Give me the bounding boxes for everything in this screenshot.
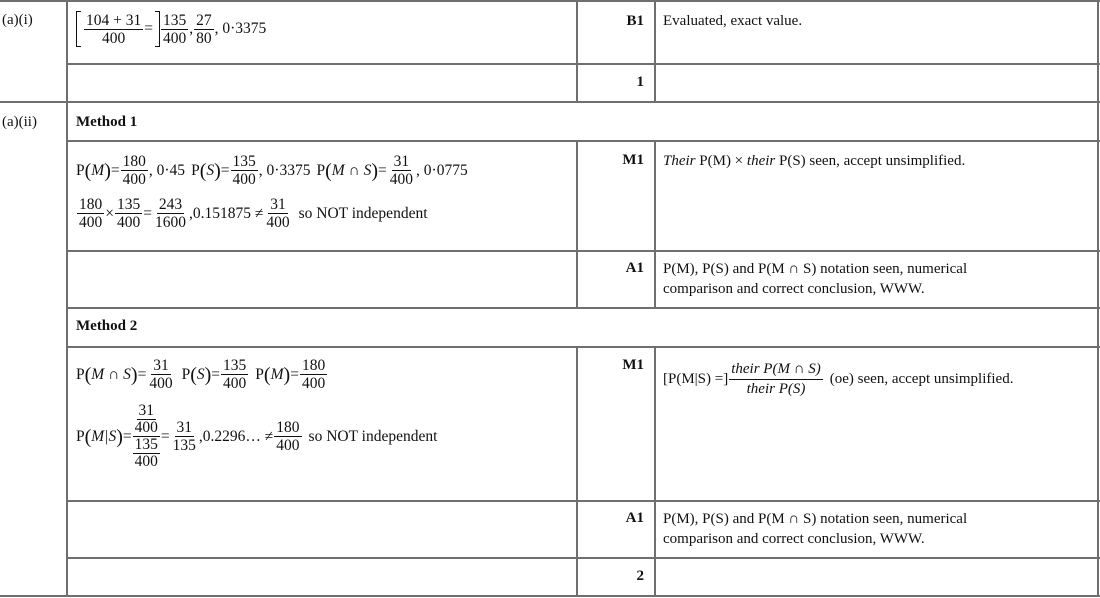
mark-m1: M1 <box>622 152 644 168</box>
fraction: $\frac{135}{400}$ <box>163 11 187 47</box>
method-1-line-2: $\frac{180}{400}$ × $\frac{135}{400}$ = $\frac{243}{1600}$ ,0.151875 ≠ $\frac{31}{400}$ so NOT independent <box>79 196 428 231</box>
total-marks-a-i: 1 <box>636 74 644 90</box>
fraction: $\frac{27}{80}$ <box>196 11 212 47</box>
fraction: $\frac{31}{400}$ <box>389 153 414 188</box>
rule <box>0 101 1100 103</box>
rule <box>654 346 656 597</box>
method-2-heading: Method 2 <box>76 318 138 334</box>
guidance-method-1-m1: Their P(M) × their P(S) seen, accept unsimplified. <box>663 153 966 169</box>
method-1-heading: Method 1 <box>76 114 138 130</box>
fraction: $\frac{31}{400}$ <box>149 357 173 392</box>
close-bracket <box>155 11 160 47</box>
rule <box>654 0 656 103</box>
method-1-line-1: P ( M ) = $\frac{180}{400}$ , 0·45 P ( S ) = $\frac{135}{400}$ , 0·3375 P ( M ∩ S ) = $\frac{31}{400}$ , 0·0775 <box>76 153 468 188</box>
rule <box>67 140 1100 142</box>
fraction: $\frac{180}{400}$ <box>79 196 103 231</box>
open-bracket <box>76 11 81 47</box>
fraction: $\frac{180}{400}$ <box>122 153 146 188</box>
guidance-a-i: Evaluated, exact value. <box>663 13 803 29</box>
rule <box>576 346 578 597</box>
method-2-line-2: P ( M|S ) = $\frac{\frac{31}{400}}{\frac{135}{400}}$ = $\frac{31}{135}$ ,0.2296… ≠ $\frac{180}{400}$ so NOT independent <box>76 402 438 470</box>
rule <box>67 63 1100 65</box>
rule <box>67 250 1100 252</box>
fraction: $\frac{135}{400}$ <box>232 153 256 188</box>
rule-top <box>0 0 1100 2</box>
total-marks-a-ii: 2 <box>636 568 644 584</box>
mark-b1: B1 <box>626 13 644 29</box>
rule <box>576 0 578 103</box>
answer-a-i: $\frac{104 + 31}{400}$ = $\frac{135}{400}$ , $\frac{27}{80}$ , 0·3375 <box>76 11 266 47</box>
guidance-method-2-a1: P(M), P(S) and P(M ∩ S) notation seen, numerical comparison and correct conclusion, WWW. <box>663 511 968 547</box>
fraction: $\frac{31}{135}$ <box>172 419 196 454</box>
mark-a1: A1 <box>625 260 644 276</box>
rule <box>654 140 656 309</box>
mark-m1-method-2: M1 <box>622 357 644 373</box>
method-2-line-1: P ( M ∩ S ) = $\frac{31}{400}$ P ( S ) = $\frac{135}{400}$ P ( M ) = $\frac{180}{400}$ <box>76 357 326 392</box>
question-label-a-i: (a)(i) <box>2 12 33 28</box>
fraction: $\frac{135}{400}$ <box>223 357 247 392</box>
guidance-method-1-a1: P(M), P(S) and P(M ∩ S) notation seen, numerical comparison and correct conclusion, WWW. <box>663 261 968 297</box>
rule <box>576 140 578 309</box>
rule <box>67 557 1100 559</box>
mark-a1-method-2: A1 <box>625 510 644 526</box>
fraction: $\frac{180}{400}$ <box>301 357 326 392</box>
guidance-method-2-m1: [P(M|S) =] $\frac{\text{their P(M ∩ S)}}{\text{their P(S)}}$ (oe) seen, accept unsimplified. <box>663 361 1014 397</box>
fraction: $\frac{\text{their P(M ∩ S)}}{\text{their P(S)}}$ <box>731 361 821 397</box>
fraction: $\frac{243}{1600}$ <box>155 196 186 231</box>
rule <box>67 346 1100 348</box>
rule-bottom <box>0 595 1100 597</box>
fraction: $\frac{31}{400}$ <box>266 196 290 231</box>
fraction: $\frac{135}{400}$ <box>117 196 141 231</box>
question-label-a-ii: (a)(ii) <box>2 114 37 130</box>
compound-fraction: $\frac{\frac{31}{400}}{\frac{135}{400}}$ <box>134 402 158 470</box>
rule-right <box>1097 0 1099 597</box>
rule <box>67 500 1100 502</box>
rule <box>66 0 68 597</box>
rule <box>67 307 1100 309</box>
fraction: $\frac{180}{400}$ <box>276 419 300 454</box>
fraction: $\frac{104 + 31}{400}$ <box>86 11 142 47</box>
